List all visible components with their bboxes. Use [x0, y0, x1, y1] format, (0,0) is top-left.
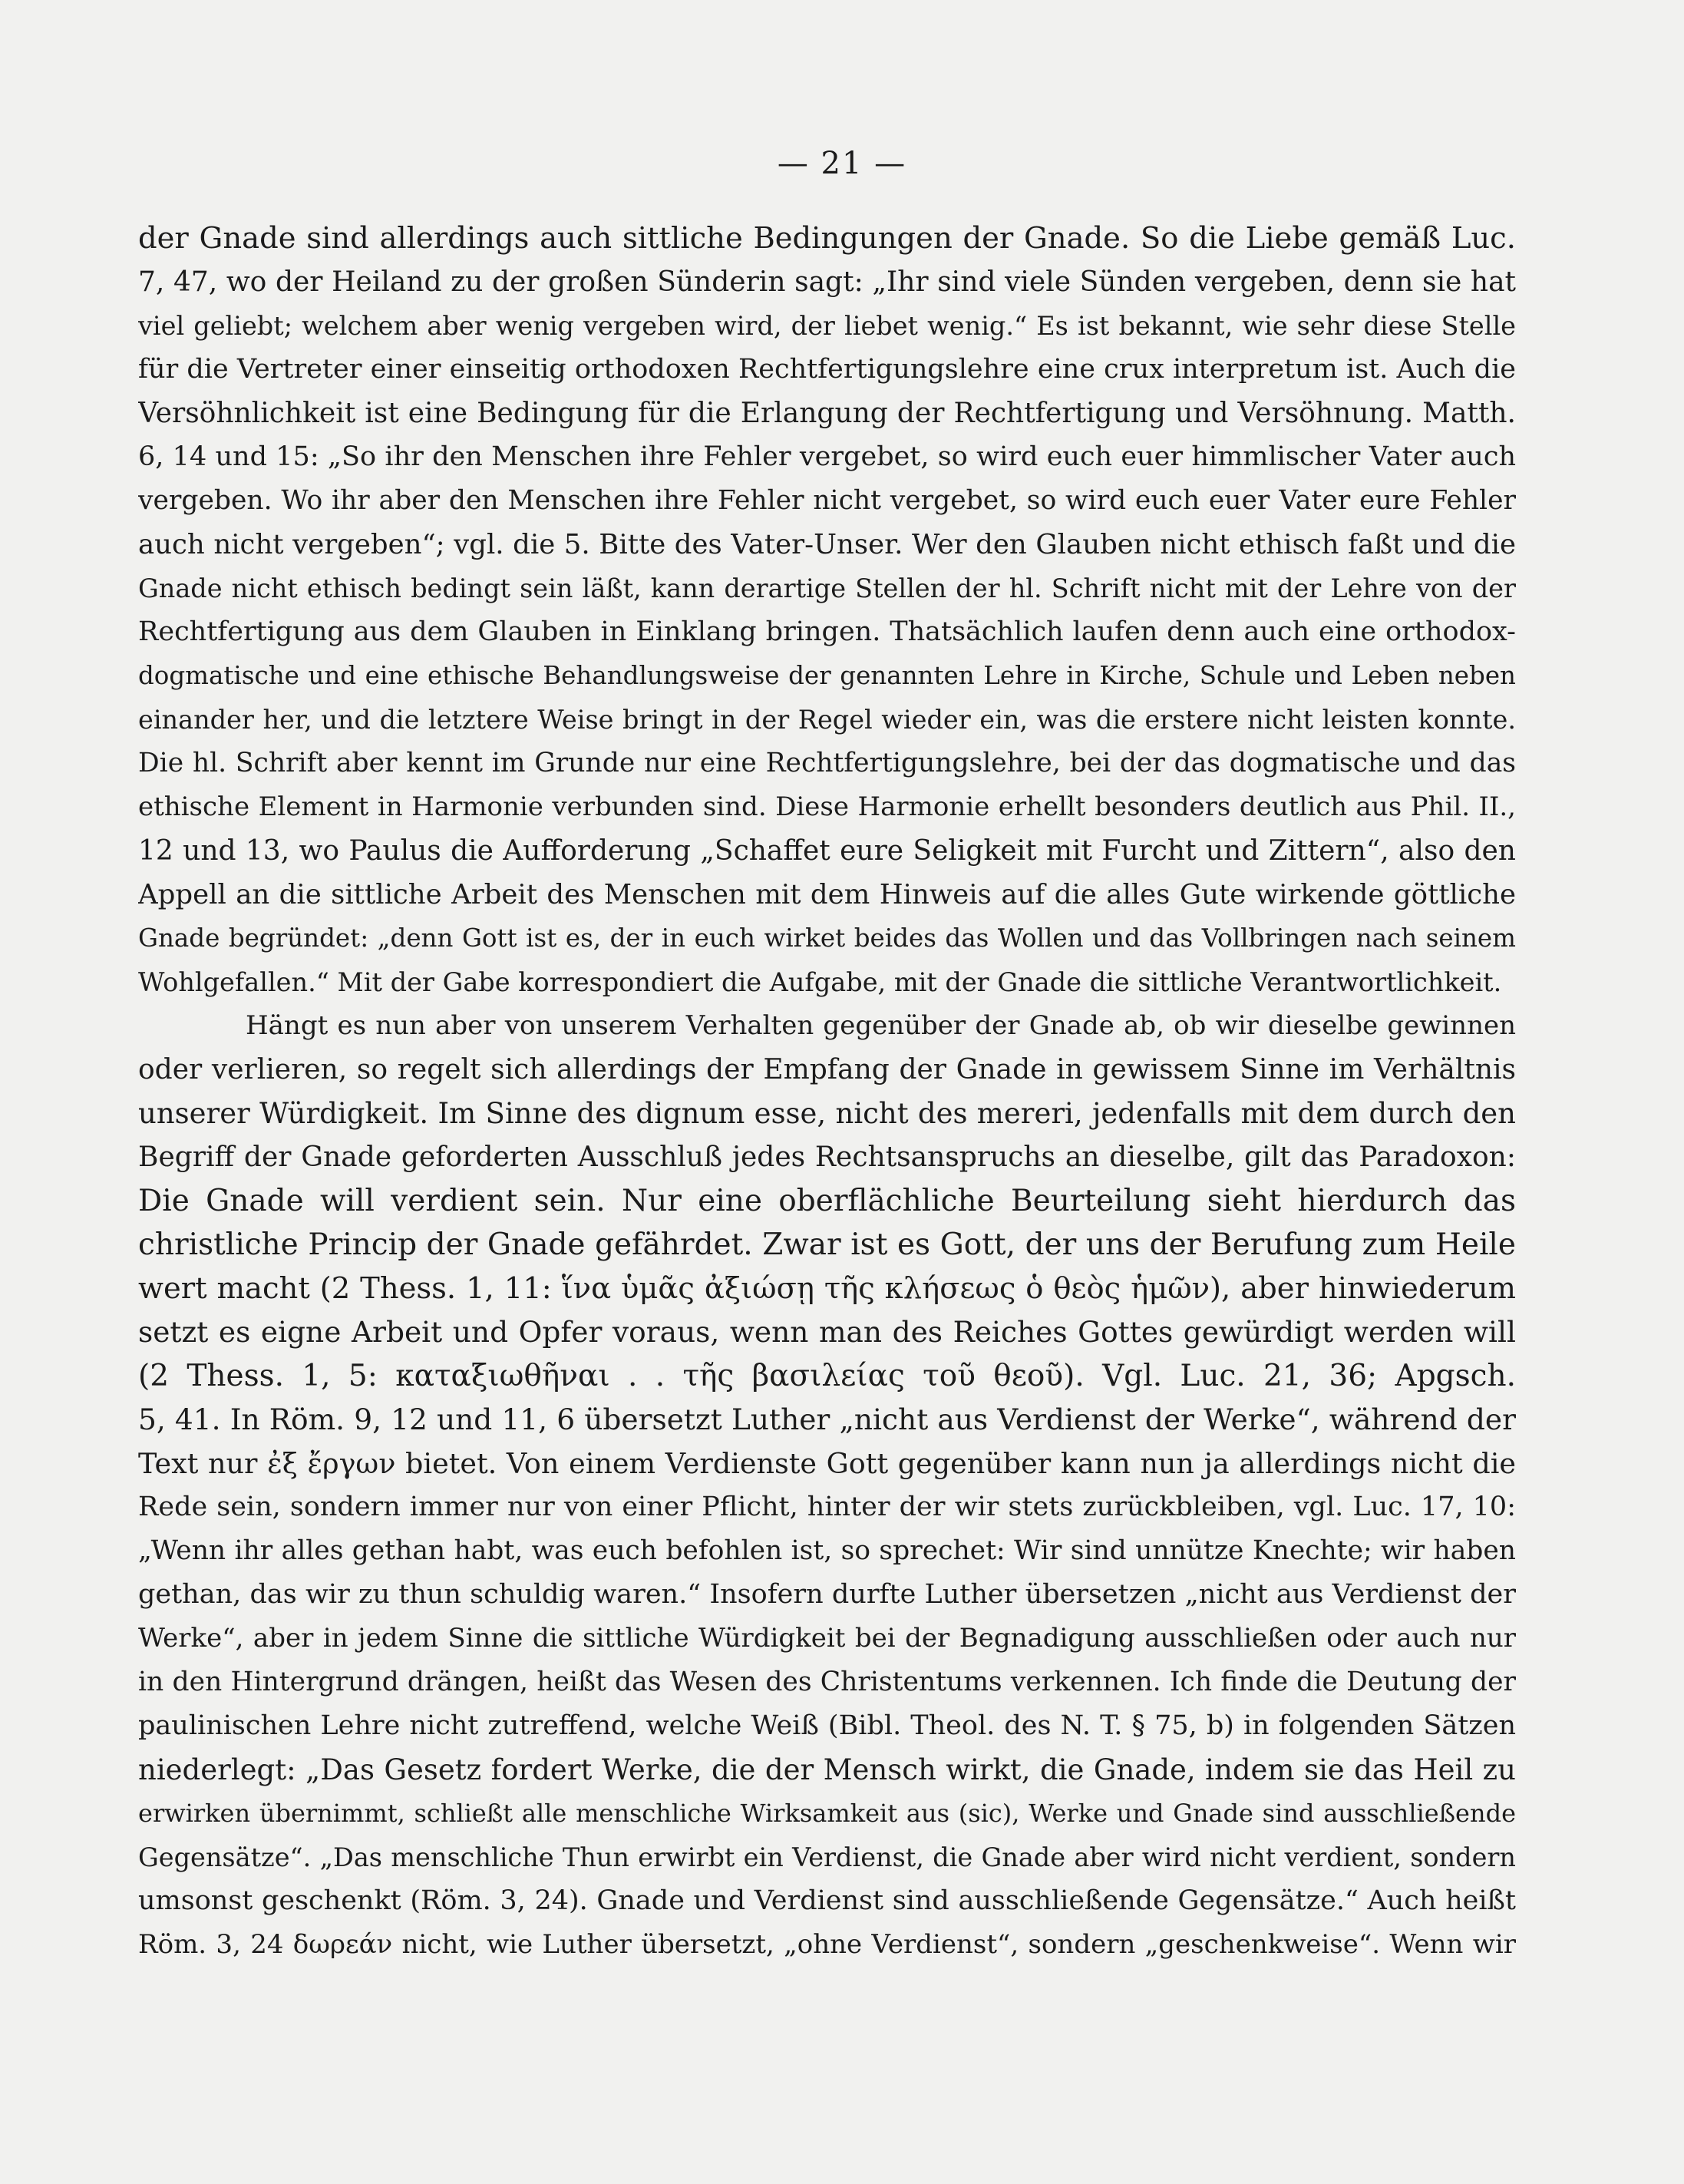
- text-line: erwirken übernimmt, schließt alle menschliche Wirksamkeit aus (sic), Werke und Gnade sind ausschließende: [138, 1799, 1516, 1828]
- text-line: Die Gnade will verdient sein. Nur eine oberflächliche Beurteilung sieht hierdurch das: [138, 1184, 1516, 1218]
- text-line: Wohlgefallen.“ Mit der Gabe korrespondiert die Aufgabe, mit der Gnade die sittliche Verantwortlichkeit.: [138, 967, 1502, 997]
- text-line: vergeben. Wo ihr aber den Menschen ihre Fehler nicht vergebet, so wird euch euer Vater eure Fehler: [138, 485, 1516, 516]
- text-line: christliche Princip der Gnade gefährdet. Zwar ist es Gott, der uns der Berufung zum Heile: [138, 1227, 1516, 1262]
- text-line: Begriff der Gnade geforderten Ausschluß jedes Rechtsanspruchs an dieselbe, gilt das Paradoxon:: [138, 1142, 1516, 1173]
- text-line: auch nicht vergeben“; vgl. die 5. Bitte des Vater-Unser. Wer den Glauben nicht ethisch faßt und die: [138, 529, 1516, 560]
- text-line: Die hl. Schrift aber kennt im Grunde nur eine Rechtfertigungslehre, bei der das dogmatische und das: [138, 748, 1516, 778]
- text-line: Appell an die sittliche Arbeit des Menschen mit dem Hinweis auf die alles Gute wirkende göttliche: [138, 879, 1516, 910]
- text-line: Gnade begründet: „denn Gott ist es, der in euch wirket beides das Wollen und das Vollbringen nach seinem: [138, 923, 1516, 953]
- text-line: umsonst geschenkt (Röm. 3, 24). Gnade und Verdienst sind ausschließende Gegensätze.“ Auch heißt: [138, 1885, 1516, 1916]
- text-line: Gegensätze“. „Das menschliche Thun erwirbt ein Verdienst, die Gnade aber wird nicht verdient, sondern: [138, 1842, 1516, 1872]
- text-line: dogmatische und eine ethische Behandlungsweise der genannten Lehre in Kirche, Schule und Leben neben: [138, 661, 1516, 690]
- text-line: 5, 41. In Röm. 9, 12 und 11, 6 übersetzt Luther „nicht aus Verdienst der Werke“, während der: [138, 1403, 1516, 1436]
- text-line: in den Hintergrund drängen, heißt das Wesen des Christentums verkennen. Ich finde die Deutung der: [138, 1667, 1516, 1697]
- text-line: unserer Würdigkeit. Im Sinne des dignum esse, nicht des mereri, jedenfalls mit dem durch den: [138, 1097, 1516, 1130]
- text-line: oder verlieren, so regelt sich allerdings der Empfang der Gnade in gewissem Sinne im Verhältnis: [138, 1054, 1516, 1085]
- text-line: wert macht (2 Thess. 1, 11: ἵνα ὑμᾶς ἀξιώσῃ τῆς κλήσεως ὁ θεὸς ἡμῶν), aber hinwiederum: [138, 1271, 1516, 1306]
- text-line: viel geliebt; welchem aber wenig vergeben wird, der liebet wenig.“ Es ist bekannt, wie sehr diese Stelle: [138, 311, 1516, 341]
- text-line: ethische Element in Harmonie verbunden sind. Diese Harmonie erhellt besonders deutlich aus Phil. II.,: [138, 791, 1516, 822]
- paragraph-start-line: Hängt es nun aber von unserem Verhalten gegenüber der Gnade ab, ob wir dieselbe gewinnen: [246, 1010, 1516, 1041]
- text-line: niederlegt: „Das Gesetz fordert Werke, die der Mensch wirkt, die Gnade, indem sie das Heil zu: [138, 1753, 1516, 1786]
- text-line: „Wenn ihr alles gethan habt, was euch befohlen ist, so sprechet: Wir sind unnütze Knechte; wir haben: [138, 1535, 1516, 1566]
- text-line: 6, 14 und 15: „So ihr den Menschen ihre Fehler vergebet, so wird euch euer himmlischer Vater auch: [138, 441, 1516, 472]
- text-line: Rede sein, sondern immer nur von einer Pflicht, hinter der wir stets zurückbleiben, vgl. Luc. 17, 10:: [138, 1492, 1516, 1522]
- text-line: für die Vertreter einer einseitig orthodoxen Rechtfertigungslehre eine crux interpretum ist. Auch die: [138, 354, 1516, 385]
- text-line: Röm. 3, 24 δωρεάν nicht, wie Luther übersetzt, „ohne Verdienst“, sondern „geschenkweise“. Wenn wir: [138, 1929, 1516, 1960]
- text-line: Gnade nicht ethisch bedingt sein läßt, kann derartige Stellen der hl. Schrift nicht mit der Lehre von der: [138, 573, 1516, 603]
- text-line: (2 Thess. 1, 5: καταξιωθῆναι . . τῆς βασιλείας τοῦ θεοῦ). Vgl. Luc. 21, 36; Apgsch.: [138, 1359, 1516, 1393]
- page-number: — 21 —: [777, 146, 907, 181]
- text-line: 7, 47, wo der Heiland zu der großen Sünderin sagt: „Ihr sind viele Sünden vergeben, denn sie hat: [138, 266, 1516, 298]
- text-line: Rechtfertigung aus dem Glauben in Einklang bringen. Thatsächlich laufen denn auch eine orthodox-: [138, 616, 1516, 647]
- text-line: paulinischen Lehre nicht zutreffend, welche Weiß (Bibl. Theol. des N. T. § 75, b) in folgenden Sätzen: [138, 1710, 1516, 1741]
- text-line: der Gnade sind allerdings auch sittliche Bedingungen der Gnade. So die Liebe gemäß Luc.: [138, 221, 1516, 256]
- text-line: Werke“, aber in jedem Sinne die sittliche Würdigkeit bei der Begnadigung ausschließen oder auch nur: [138, 1623, 1516, 1654]
- text-line: 12 und 13, wo Paulus die Aufforderung „Schaffet eure Seligkeit mit Furcht und Zittern“, also den: [138, 835, 1516, 867]
- text-line: Versöhnlichkeit ist eine Bedingung für die Erlangung der Rechtfertigung und Versöhnung. Matth.: [138, 398, 1516, 429]
- text-line: Text nur ἐξ ἔργων bietet. Von einem Verdienste Gott gegenüber kann nun ja allerdings nicht die: [138, 1447, 1516, 1480]
- body-text: [138, 216, 1516, 1967]
- text-line: einander her, und die letztere Weise bringt in der Regel wieder ein, was die erstere nicht leisten konnte.: [138, 705, 1516, 735]
- text-line: setzt es eigne Arbeit und Opfer voraus, wenn man des Reiches Gottes gewürdigt werden will: [138, 1315, 1516, 1349]
- text-line: gethan, das wir zu thun schuldig waren.“ Insofern durfte Luther übersetzen „nicht aus Verdienst der: [138, 1579, 1516, 1610]
